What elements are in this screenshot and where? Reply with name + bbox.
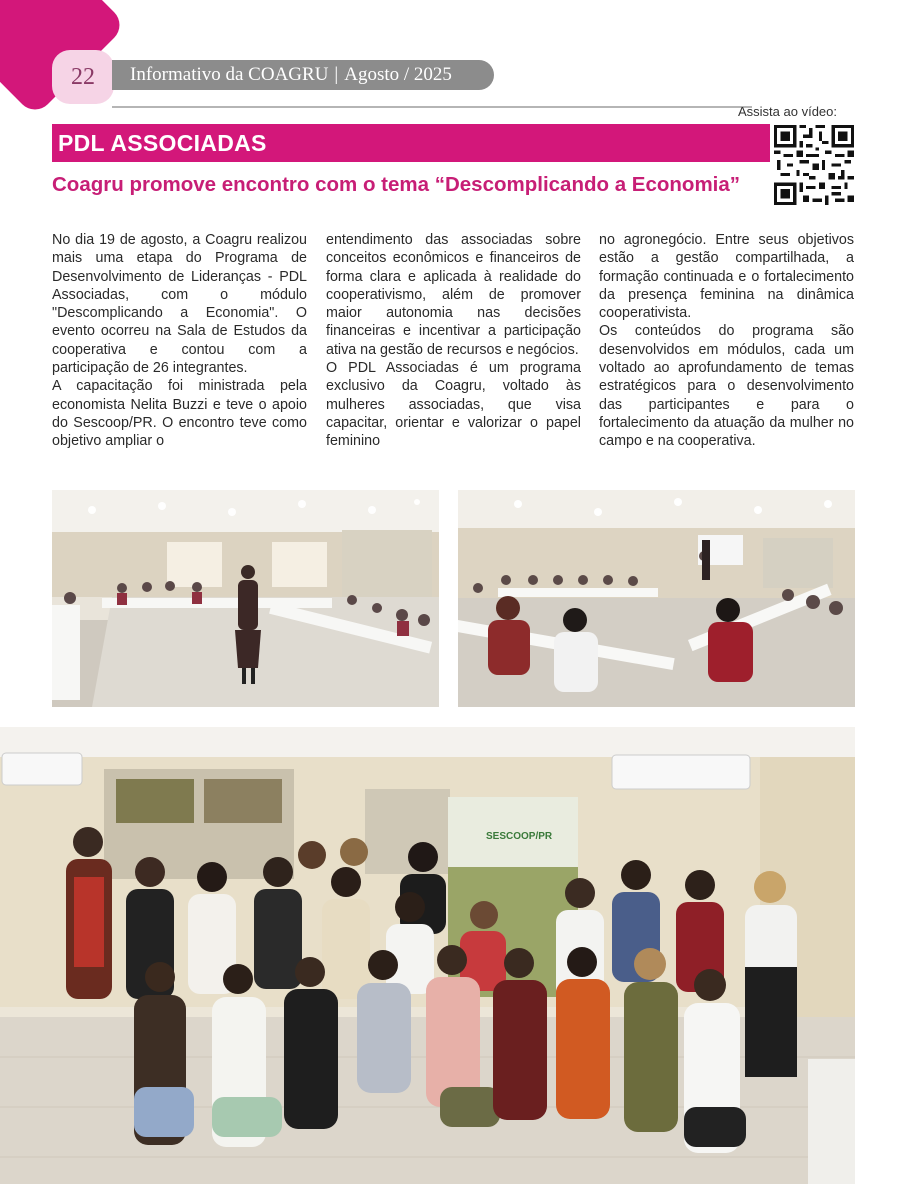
article-headline: Coagru promove encontro com o tema “Descomplicando a Economia” (52, 173, 741, 196)
page-number: 22 (52, 50, 114, 104)
section-title: PDL ASSOCIADAS (58, 129, 267, 156)
header-divider (112, 106, 752, 108)
paragraph: O PDL Associadas é um programa exclusivo da Coagru, voltado às mulheres associadas, que visa capacitar, orientar e valorizar o papel feminino (326, 360, 581, 450)
paragraph: No dia 19 de agosto, a Coagru realizou mais uma etapa do Programa de Desenvolvimento de Lideranças - PDL Associadas, com o módulo "Descomplicando a Economia". O evento ocorreu na Sala de Estudos da cooperativa e contou com a participação de 26 integrantes. (52, 232, 307, 377)
event-photo-participants (458, 490, 855, 707)
banner-brand: SESCOOP/PR (486, 831, 553, 842)
qr-code-icon[interactable] (774, 125, 854, 205)
event-photo-classroom (52, 490, 439, 707)
issue-date: Agosto / 2025 (344, 64, 452, 85)
article-column-3 (599, 231, 854, 451)
publication-header (112, 60, 494, 90)
paragraph: no agronegócio. Entre seus objetivos estão a gestão compartilhada, a formação continuada e o fortalecimento da presença feminina na dinâmica cooperativista. (599, 232, 854, 322)
publication-name: Informativo da COAGRU (130, 64, 329, 85)
paragraph: Os conteúdos do programa são desenvolvidos em módulos, cada um voltado ao aprofundamento de temas estratégicos para o desenvolvimento das participantes e para o fortalecimento da atuação da mulher no campo e na cooperativa. (599, 323, 854, 450)
article-column-1 (52, 231, 307, 451)
header-separator: | (334, 64, 339, 85)
video-label: Assista ao vídeo: (738, 104, 837, 119)
event-group-photo (0, 727, 855, 1184)
article-column-2 (326, 231, 581, 451)
paragraph: entendimento das associadas sobre conceitos econômicos e financeiros de forma clara e aplicada à realidade do cooperativismo, além de promover maior autonomia nas decisões financeiras e incentivar a participação ativa na gestão de recursos e negócios. (326, 232, 581, 358)
section-header (52, 124, 770, 162)
paragraph: A capacitação foi ministrada pela economista Nelita Buzzi e teve o apoio do Sescoop/PR. O encontro teve como objetivo ampliar o (52, 378, 307, 450)
